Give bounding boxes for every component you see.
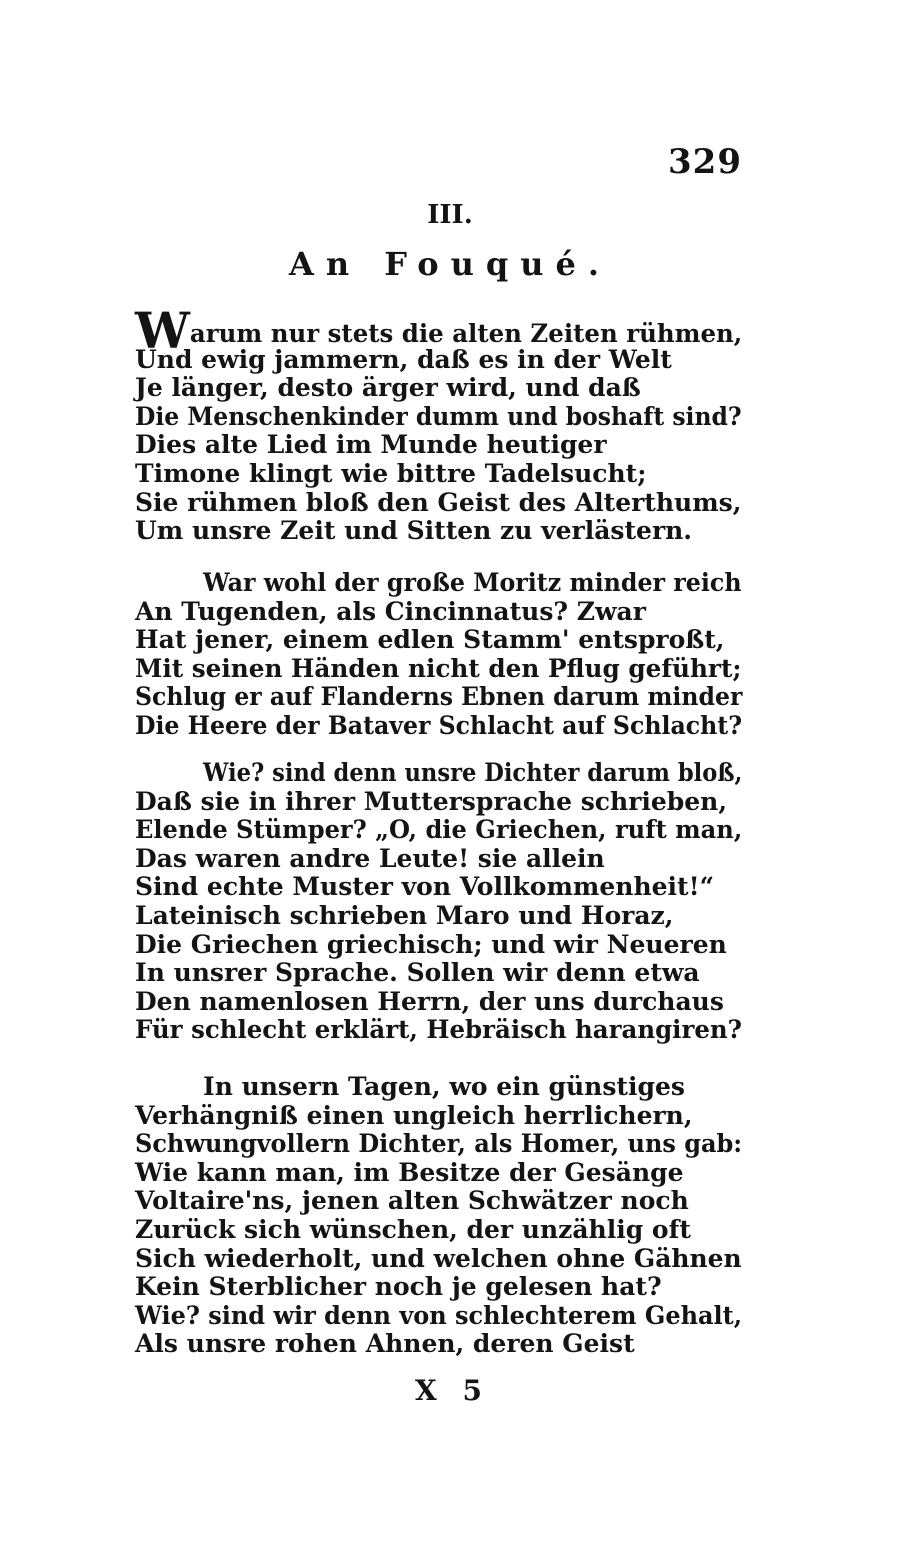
poem-line: An Tugenden, als Cincinnatus? Zwar [135,596,646,626]
poem-line: Je länger, desto ärger wird, und daß [135,373,641,403]
poem-line: Voltaire'ns, jenen alten Schwätzer noch [135,1186,689,1216]
poem-line: Als unsre rohen Ahnen, deren Geist [135,1329,635,1359]
poem-title: An Fouqué. [289,245,611,283]
poem-line: Die Menschenkinder dumm und boshaft sind? [135,401,742,431]
poem-line: Daß sie in ihrer Muttersprache schrieben, [135,786,728,816]
poem-line: Dies alte Lied im Munde heutiger [135,430,607,460]
poem-line: Schlug er auf Flanderns Ebnen darum minder [135,682,743,712]
poem-line: Elende Stümper? „O, die Griechen, ruft man, [135,815,743,845]
section-numeral: III. [427,200,473,230]
poem-line: Um unsre Zeit und Sitten zu verlästern. [135,516,692,546]
poem-line: Und ewig jammern, daß es in der Welt [135,344,672,374]
poem-line: In unsern Tagen, wo ein günstiges [203,1072,685,1101]
poem-line: War wohl der große Moritz minder reich [203,568,742,597]
poem-line: Lateinisch schrieben Maro und Horaz, [135,901,674,930]
initial-letter: W [135,301,190,360]
poem-line: Mit seinen Händen nicht den Pflug geführt; [135,653,742,683]
poem-line: Das waren andre Leute! sie allein [135,843,605,873]
poem-line: Timone klingt wie bittre Tadelsucht; [135,459,647,488]
poem-line: Wie? sind wir denn von schlechterem Gehalt, [135,1300,743,1330]
poem-line: Schwungvollern Dichter, als Homer, uns gab: [135,1129,743,1159]
poem-line: Sind echte Muster von Vollkommenheit!“ [135,872,714,902]
poem-line: Für schlecht erklärt, Hebräisch harangiren? [135,1015,742,1045]
page-number: 329 [668,142,742,182]
poem-line: Warum nur stets die alten Zeiten rühmen, [135,301,743,360]
poem-line: Wie? sind denn unsre Dichter darum bloß, [203,758,743,787]
poem-line: Die Griechen griechisch; und wir Neueren [135,929,727,959]
poem-line: Sich wiederholt, und welchen ohne Gähnen [135,1243,742,1273]
poem-line: Kein Sterblicher noch je gelesen hat? [135,1272,662,1302]
poem-line: Verhängniß einen ungleich herrlichern, [135,1100,693,1130]
poem-line: Hat jener, einem edlen Stamm' entsproßt, [135,625,725,655]
poem-line: Die Heere der Bataver Schlacht auf Schlacht? [135,711,743,740]
poem-line: Zurück sich wünschen, der unzählig oft [135,1215,691,1244]
poem-line: Sie rühmen bloß den Geist des Alterthums, [135,487,742,517]
poem-line: In unsrer Sprache. Sollen wir denn etwa [135,958,700,988]
poem-line: Wie kann man, im Besitze der Gesänge [135,1157,684,1187]
poem-line: Den namenlosen Herrn, der uns durchaus [135,986,724,1016]
catchword: X 5 [415,1374,490,1407]
